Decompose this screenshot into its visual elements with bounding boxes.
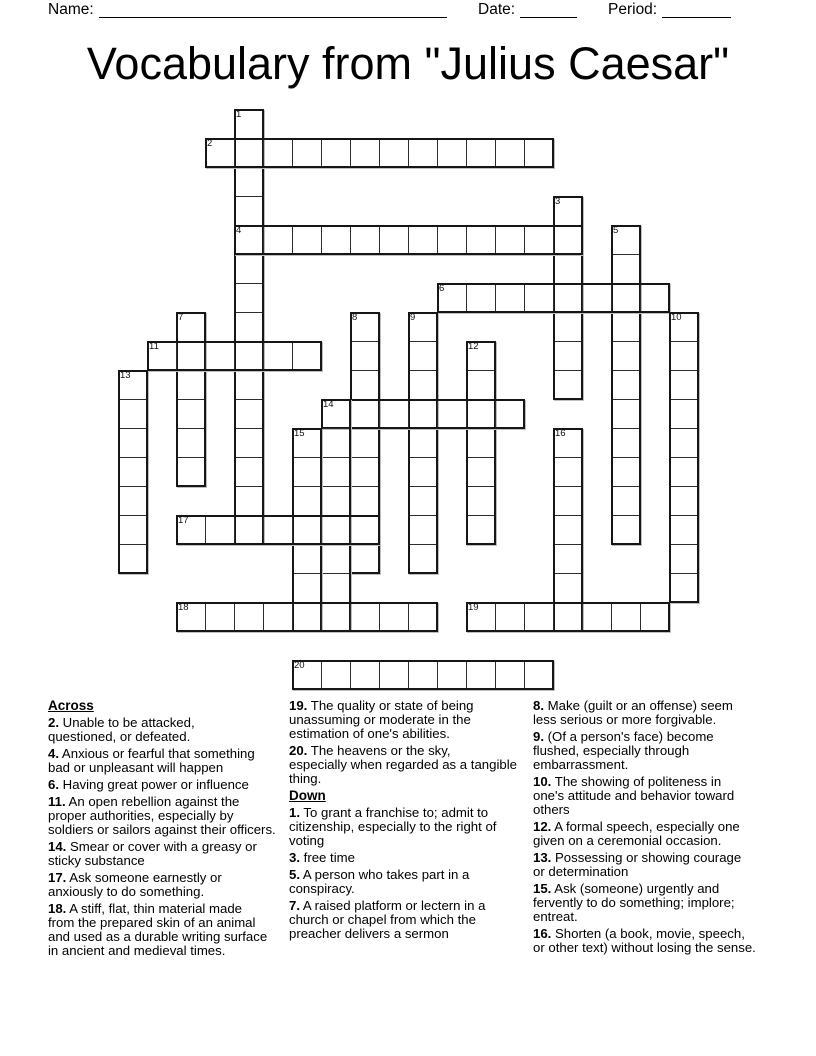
grid-cell[interactable]: [292, 225, 322, 255]
grid-cell[interactable]: [437, 399, 467, 429]
grid-cell[interactable]: [553, 573, 583, 603]
grid-number: 1: [236, 109, 242, 120]
down-header: Down: [289, 788, 326, 804]
grid-cell[interactable]: [321, 515, 351, 545]
clue-number: 5.: [289, 867, 300, 883]
grid-cell[interactable]: [292, 457, 322, 487]
grid-cell[interactable]: [669, 457, 699, 487]
grid-cell[interactable]: [292, 486, 322, 516]
grid-cell[interactable]: [466, 225, 496, 255]
clue-9: 9. (Of a person's face) become flushed, especially through embarrassment.: [533, 728, 714, 773]
grid-number: 7: [178, 312, 184, 323]
clue-number: 6.: [48, 777, 59, 793]
grid-number: 4: [236, 225, 242, 236]
grid-cell[interactable]: [553, 254, 583, 284]
clue-number: 2.: [48, 715, 59, 731]
word-20-across: [292, 660, 554, 690]
grid-cell[interactable]: [321, 486, 351, 516]
grid-number: 8: [352, 312, 358, 323]
clue-20: 20. The heavens or the sky, especially when regarded as a tangible thing.: [289, 743, 517, 787]
period-label: Period:: [608, 1, 658, 18]
grid-cell[interactable]: [611, 254, 641, 284]
grid-cell[interactable]: [321, 428, 351, 458]
clue-number: 10.: [533, 774, 552, 790]
grid-cell[interactable]: [553, 341, 583, 371]
grid-number: 3: [555, 196, 561, 207]
grid-cell[interactable]: [263, 341, 293, 371]
grid-cell[interactable]: [669, 370, 699, 400]
grid-cell[interactable]: [640, 602, 670, 632]
grid-cell[interactable]: [466, 660, 496, 690]
grid-cell[interactable]: [408, 370, 438, 400]
grid-cell[interactable]: [408, 399, 438, 429]
clue-2: 2. Unable to be attacked, questioned, or defeated.: [48, 715, 195, 745]
word-19-across: [466, 602, 670, 632]
word-9-down: [408, 312, 438, 574]
grid-cell[interactable]: [176, 457, 206, 487]
grid-cell[interactable]: [234, 457, 264, 487]
grid-cell[interactable]: [466, 370, 496, 400]
grid-cell[interactable]: [553, 225, 583, 255]
grid-cell[interactable]: [321, 573, 351, 603]
grid-cell[interactable]: [466, 428, 496, 458]
grid-cell[interactable]: [611, 312, 641, 342]
grid-cell[interactable]: [669, 515, 699, 545]
grid-cell[interactable]: [495, 399, 525, 429]
clue-8: 8. Make (guilt or an offense) seem less serious or more forgivable.: [533, 698, 733, 728]
grid-cell[interactable]: [205, 341, 235, 371]
clue-number: 14.: [48, 839, 67, 855]
clue-6: 6. Having great power or influence: [48, 777, 249, 793]
grid-cell[interactable]: [524, 602, 554, 632]
grid-cell[interactable]: [321, 544, 351, 574]
grid-number: 16: [555, 428, 566, 439]
date-label: Date:: [478, 1, 516, 18]
clue-12: 12. A formal speech, especially one given on a ceremonial occasion.: [533, 819, 740, 849]
grid-cell[interactable]: [234, 399, 264, 429]
grid-cell[interactable]: [669, 399, 699, 429]
page-title: Vocabulary from "Julius Caesar": [86, 38, 730, 89]
clue-10: 10. The showing of politeness in one's attitude and behavior toward others: [533, 774, 735, 818]
grid-cell[interactable]: [408, 428, 438, 458]
grid-cell[interactable]: [321, 138, 351, 168]
grid-cell[interactable]: [205, 602, 235, 632]
clue-number: 16.: [533, 926, 552, 942]
grid-cell[interactable]: [350, 138, 380, 168]
grid-cell[interactable]: [350, 602, 380, 632]
grid-cell[interactable]: [292, 573, 322, 603]
clue-number: 20.: [289, 743, 308, 759]
word-13-down: [118, 370, 148, 574]
grid-number: 13: [120, 370, 131, 381]
clue-17: 17. Ask someone earnestly or anxiously to do something.: [48, 870, 222, 900]
grid-cell[interactable]: [611, 486, 641, 516]
grid-cell[interactable]: [118, 399, 148, 429]
clue-15: 15. Ask (someone) urgently and fervently to do something; implore; entreat.: [533, 881, 735, 925]
grid-cell[interactable]: [263, 138, 293, 168]
clue-14: 14. Smear or cover with a greasy or sticky substance: [48, 839, 257, 869]
grid-cell[interactable]: [321, 457, 351, 487]
grid-cell[interactable]: [118, 428, 148, 458]
clue-18: 18. A stiff, flat, thin material made from the prepared skin of an animal and used as a durable writing surface in ancient and medieval times.: [48, 901, 268, 959]
word-7-down: [176, 312, 206, 487]
grid-cell[interactable]: [176, 428, 206, 458]
grid-cell[interactable]: [234, 428, 264, 458]
grid-cell[interactable]: [611, 341, 641, 371]
grid-cell[interactable]: [379, 660, 409, 690]
grid-cell[interactable]: [495, 138, 525, 168]
grid-cell[interactable]: [350, 515, 380, 545]
word-1-down: [234, 109, 264, 545]
grid-cell[interactable]: [350, 341, 380, 371]
grid-cell[interactable]: [350, 457, 380, 487]
grid-cell[interactable]: [408, 225, 438, 255]
grid-cell[interactable]: [118, 486, 148, 516]
clue-number: 1.: [289, 805, 300, 821]
word-2-across: [205, 138, 554, 168]
grid-cell[interactable]: [524, 225, 554, 255]
word-17-across: [176, 515, 380, 545]
grid-cell[interactable]: [495, 225, 525, 255]
grid-cell[interactable]: [263, 602, 293, 632]
grid-cell[interactable]: [234, 515, 264, 545]
grid-cell[interactable]: [292, 515, 322, 545]
grid-number: 15: [294, 428, 305, 439]
grid-cell[interactable]: [553, 370, 583, 400]
clue-number: 9.: [533, 728, 544, 744]
grid-number: 9: [410, 312, 416, 323]
grid-cell[interactable]: [553, 544, 583, 574]
grid-cell[interactable]: [234, 370, 264, 400]
grid-cell[interactable]: [466, 283, 496, 313]
grid-cell[interactable]: [321, 225, 351, 255]
clue-number: 7.: [289, 898, 300, 914]
grid-cell[interactable]: [408, 602, 438, 632]
grid-cell[interactable]: [234, 486, 264, 516]
grid-cell[interactable]: [118, 544, 148, 574]
word-6-across: [437, 283, 670, 313]
grid-cell[interactable]: [379, 399, 409, 429]
clue-5: 5. A person who takes part in a conspiracy.: [289, 867, 470, 897]
grid-cell[interactable]: [234, 254, 264, 284]
clues-column-3: [533, 699, 778, 958]
grid-cell[interactable]: [408, 515, 438, 545]
clue-16: 16. Shorten (a book, movie, speech, or other text) without losing the sense.: [533, 926, 756, 956]
word-4-across: [234, 225, 583, 255]
grid-cell[interactable]: [205, 515, 235, 545]
grid-cell[interactable]: [611, 399, 641, 429]
grid-cell[interactable]: [321, 660, 351, 690]
word-12-down: [466, 341, 496, 545]
grid-cell[interactable]: [669, 544, 699, 574]
grid-cell[interactable]: [379, 138, 409, 168]
grid-cell[interactable]: [408, 138, 438, 168]
grid-cell[interactable]: [466, 399, 496, 429]
grid-cell[interactable]: [640, 283, 670, 313]
grid-cell[interactable]: [408, 660, 438, 690]
grid-number: 14: [323, 399, 334, 410]
grid-cell[interactable]: [524, 138, 554, 168]
clue-number: 11.: [48, 793, 66, 809]
grid-cell[interactable]: [466, 138, 496, 168]
grid-cell[interactable]: [437, 225, 467, 255]
grid-number: 5: [613, 225, 619, 236]
grid-cell[interactable]: [292, 138, 322, 168]
grid-cell[interactable]: [553, 283, 583, 313]
grid-cell[interactable]: [379, 602, 409, 632]
grid-cell[interactable]: [466, 515, 496, 545]
clues-column-1: [48, 699, 286, 961]
grid-cell[interactable]: [466, 486, 496, 516]
grid-number: 17: [178, 515, 189, 526]
grid-cell[interactable]: [611, 602, 641, 632]
clue-number: 4.: [48, 746, 59, 762]
grid-cell[interactable]: [582, 283, 612, 313]
grid-cell[interactable]: [292, 341, 322, 371]
grid-cell[interactable]: [669, 486, 699, 516]
grid-cell[interactable]: [234, 138, 264, 168]
grid-cell[interactable]: [408, 341, 438, 371]
clue-13: 13. Possessing or showing courage or determination: [533, 850, 742, 880]
grid-cell[interactable]: [321, 399, 351, 429]
grid-cell[interactable]: [234, 283, 264, 313]
grid-cell[interactable]: [437, 660, 467, 690]
grid-number: 20: [294, 660, 305, 671]
grid-cell[interactable]: [321, 602, 351, 632]
grid-cell[interactable]: [408, 544, 438, 574]
clue-number: 3.: [289, 850, 300, 866]
grid-cell[interactable]: [263, 225, 293, 255]
word-18-across: [176, 602, 438, 632]
clues-column-2: [289, 699, 530, 944]
grid-cell[interactable]: [234, 602, 264, 632]
grid-cell[interactable]: [611, 370, 641, 400]
grid-number: 19: [468, 602, 479, 613]
word-10-down: [669, 312, 699, 603]
clue-3: 3. free time: [289, 850, 355, 866]
grid-cell[interactable]: [234, 312, 264, 342]
grid-cell[interactable]: [118, 457, 148, 487]
clue-1: 1. To grant a franchise to; admit to citizenship, especially to the right of voting: [289, 805, 497, 849]
grid-cell[interactable]: [350, 486, 380, 516]
word-5-down: [611, 225, 641, 545]
grid-cell[interactable]: [350, 428, 380, 458]
grid-cell[interactable]: [669, 341, 699, 371]
grid-cell[interactable]: [611, 283, 641, 313]
grid-cell[interactable]: [553, 486, 583, 516]
clue-number: 17.: [48, 870, 67, 886]
grid-cell[interactable]: [611, 428, 641, 458]
clue-4: 4. Anxious or fearful that something bad or unpleasant will happen: [48, 746, 255, 776]
grid-cell[interactable]: [408, 457, 438, 487]
word-14-across: [321, 399, 525, 429]
grid-cell[interactable]: [350, 370, 380, 400]
grid-cell[interactable]: [437, 138, 467, 168]
grid-cell[interactable]: [524, 660, 554, 690]
grid-cell[interactable]: [553, 457, 583, 487]
grid-cell[interactable]: [466, 457, 496, 487]
grid-number: 2: [207, 138, 213, 149]
grid-cell[interactable]: [553, 515, 583, 545]
grid-cell[interactable]: [292, 544, 322, 574]
grid-cell[interactable]: [350, 225, 380, 255]
grid-cell[interactable]: [176, 341, 206, 371]
grid-cell[interactable]: [263, 515, 293, 545]
grid-cell[interactable]: [176, 370, 206, 400]
grid-number: 6: [439, 283, 445, 294]
grid-cell[interactable]: [292, 602, 322, 632]
clue-number: 13.: [533, 850, 552, 866]
grid-cell[interactable]: [553, 602, 583, 632]
grid-cell[interactable]: [524, 283, 554, 313]
clue-number: 12.: [533, 819, 552, 835]
clue-number: 18.: [48, 901, 67, 916]
grid-cell[interactable]: [118, 515, 148, 545]
clue-number: 15.: [533, 881, 552, 897]
grid-number: 10: [671, 312, 682, 323]
grid-cell[interactable]: [495, 660, 525, 690]
name-label: Name:: [48, 1, 94, 18]
grid-cell[interactable]: [408, 486, 438, 516]
grid-cell[interactable]: [234, 341, 264, 371]
grid-cell[interactable]: [582, 602, 612, 632]
grid-cell[interactable]: [553, 312, 583, 342]
grid-cell[interactable]: [669, 573, 699, 603]
grid-cell[interactable]: [234, 196, 264, 226]
grid-cell[interactable]: [350, 544, 380, 574]
grid-cell[interactable]: [350, 399, 380, 429]
grid-number: 11: [149, 341, 159, 352]
across-header: Across: [48, 698, 94, 713]
grid-cell[interactable]: [611, 457, 641, 487]
grid-cell[interactable]: [234, 167, 264, 197]
grid-cell[interactable]: [350, 660, 380, 690]
grid-cell[interactable]: [495, 602, 525, 632]
word-11-across: [147, 341, 322, 371]
grid-cell[interactable]: [669, 428, 699, 458]
clue-number: 8.: [533, 698, 544, 713]
grid-cell[interactable]: [495, 283, 525, 313]
clue-number: 19.: [289, 698, 308, 713]
grid-number: 12: [468, 341, 479, 352]
grid-cell[interactable]: [176, 399, 206, 429]
clue-7: 7. A raised platform or lectern in a church or chapel from which the preacher delivers a sermon: [289, 898, 486, 942]
clue-19: 19. The quality or state of being unassuming or moderate in the estimation of one's abilities.: [289, 698, 474, 742]
grid-number: 18: [178, 602, 189, 613]
grid-cell[interactable]: [611, 515, 641, 545]
clue-11: 11. An open rebellion against the proper authorities, especially by soldiers or sailors against their officers.: [48, 793, 276, 838]
grid-cell[interactable]: [379, 225, 409, 255]
